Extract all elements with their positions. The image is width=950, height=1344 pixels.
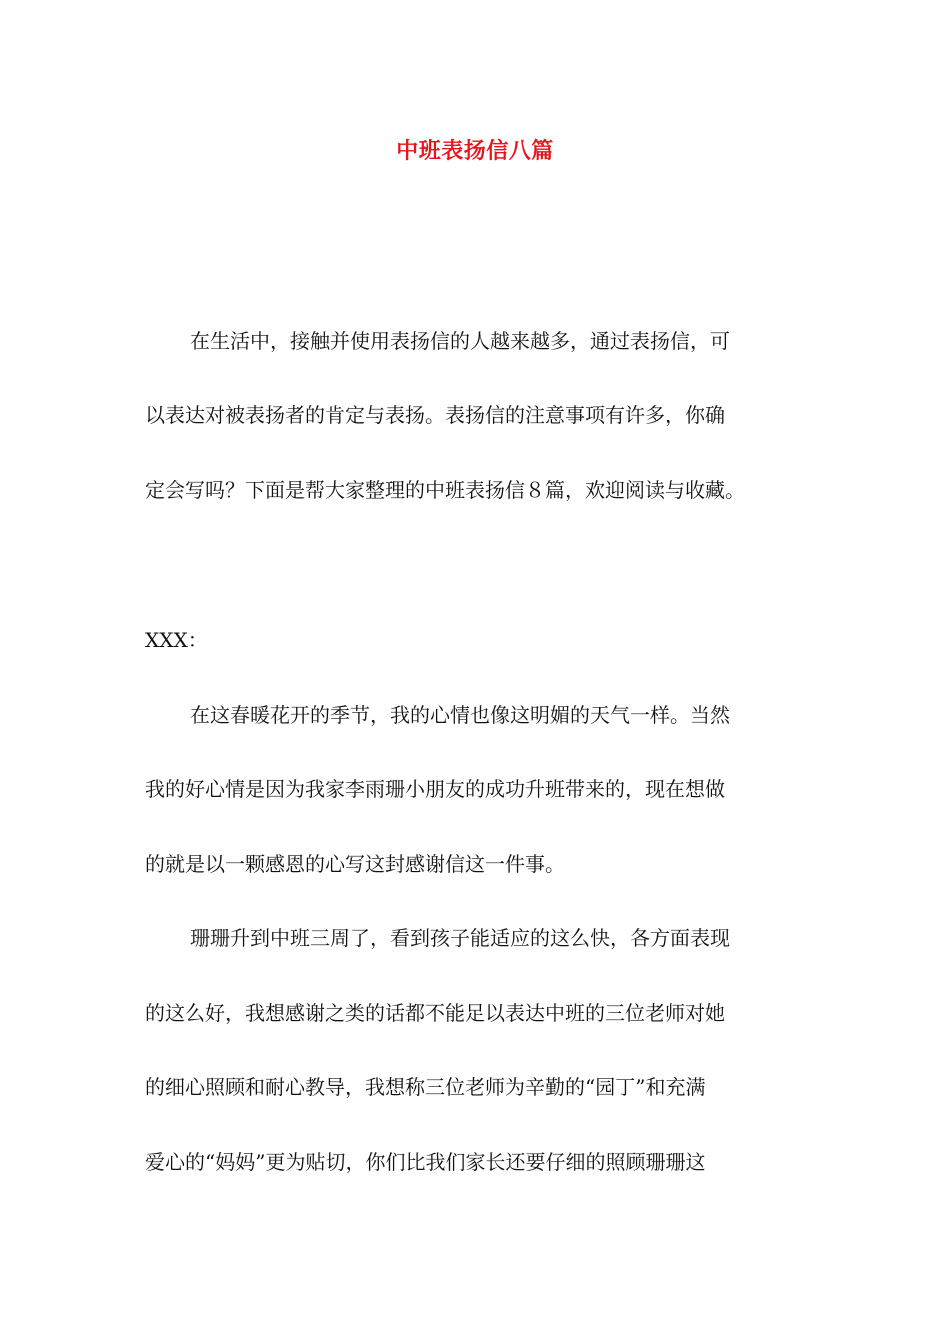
paragraph-2-line-4: 爱心的“妈妈”更为贴切，你们比我们家长还要仔细的照顾珊珊这 [145, 1150, 706, 1174]
paragraph-1-line-2: 我的好心情是因为我家李雨珊小朋友的成功升班带来的，现在想做 [145, 777, 725, 801]
intro-line-3: 定会写吗？下面是帮大家整理的中班表扬信８篇，欢迎阅读与收藏。 [145, 478, 745, 502]
paragraph-2-line-3: 的细心照顾和耐心教导，我想称三位老师为辛勤的“园丁”和充满 [145, 1075, 706, 1099]
document-title: 中班表扬信八篇 [396, 138, 554, 164]
salutation: XXX： [145, 628, 208, 652]
paragraph-1-line-1: 在这春暖花开的季节，我的心情也像这明媚的天气一样。当然 [190, 703, 730, 727]
paragraph-2-line-1: 珊珊升到中班三周了，看到孩子能适应的这么快，各方面表现 [190, 926, 730, 950]
paragraph-2-line-2: 的这么好，我想感谢之类的话都不能足以表达中班的三位老师对她 [145, 1001, 725, 1025]
intro-line-2: 以表达对被表扬者的肯定与表扬。表扬信的注意事项有许多，你确 [145, 403, 725, 427]
paragraph-1-line-3: 的就是以一颗感恩的心写这封感谢信这一件事。 [145, 852, 565, 876]
intro-line-1: 在生活中，接触并使用表扬信的人越来越多，通过表扬信，可 [190, 329, 730, 353]
